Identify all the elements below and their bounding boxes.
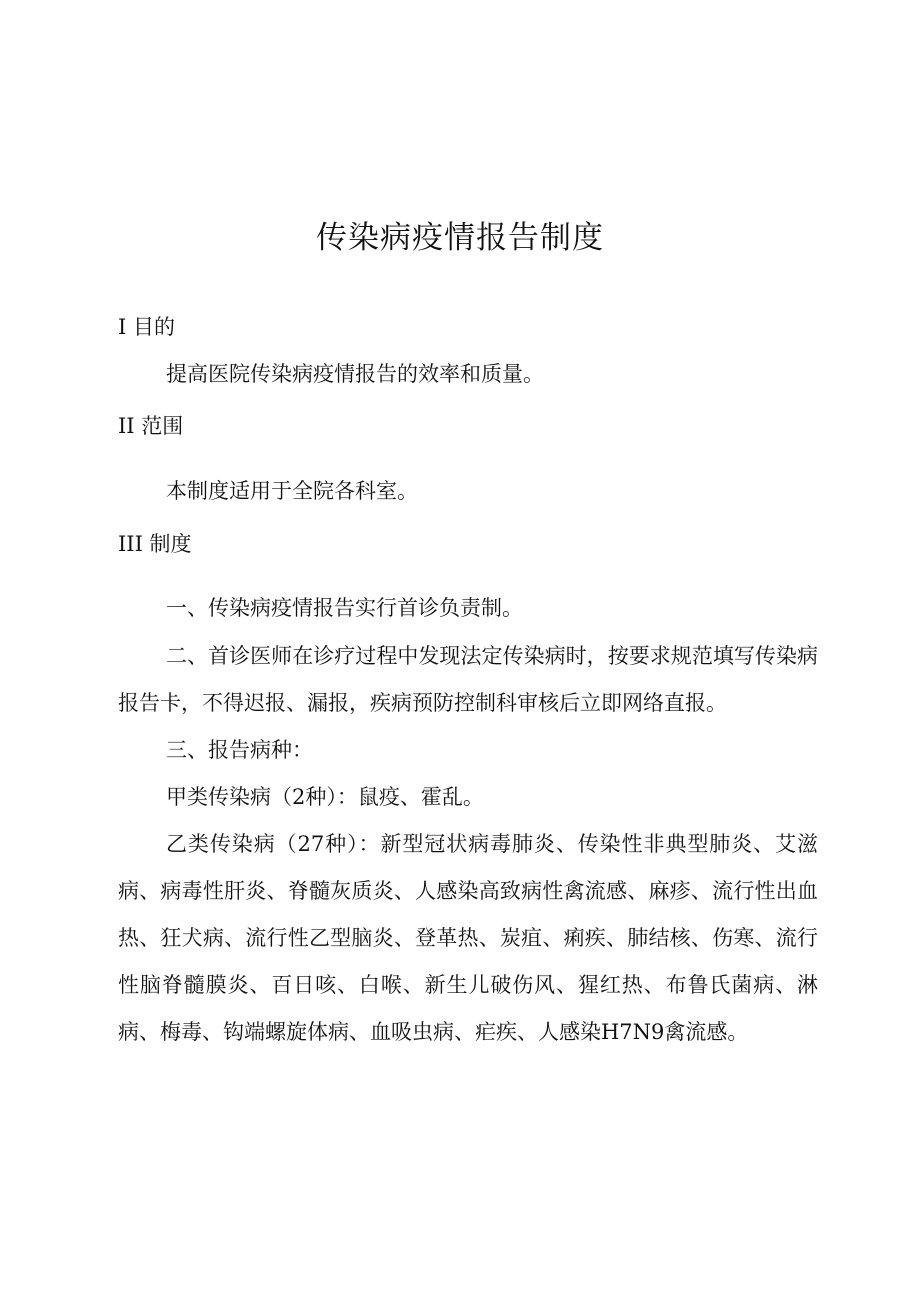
section-heading-purpose: I 目的 [118, 315, 175, 339]
class-a-diseases: 甲类传染病（2种）：鼠疫、霍乱。 [166, 785, 484, 809]
policy-item-2: 二、首诊医师在诊疗过程中发现法定传染病时，按要求规范填写传染病报告卡，不得迟报、漏报，疾病预防控制科审核后立即网络直报。 [118, 644, 818, 715]
purpose-text: 提高医院传染病疫情报告的效率和质量。 [166, 362, 544, 386]
policy-item-3: 三、报告病种： [166, 738, 313, 762]
document-title: 传染病疫情报告制度 [316, 220, 604, 256]
class-b-diseases: 乙类传染病（27种）：新型冠状病毒肺炎、传染性非典型肺炎、艾滋病、病毒性肝炎、脊髓灰质炎、人感染高致病性禽流感、麻疹、流行性出血热、狂犬病、流行性乙型脑炎、登革热、炭疽、痢疾、肺结核、伤寒、流行性脑脊髓膜炎、百日咳、白喉、新生儿破伤风、猩红热、布鲁氏菌病、淋病、梅毒、钩端螺旋体病、血吸虫病、疟疾、人感染H7N9禽流感。 [118, 832, 818, 1044]
scope-text: 本制度适用于全院各科室。 [166, 479, 418, 503]
policy-item-1: 一、传染病疫情报告实行首诊负责制。 [166, 596, 523, 620]
section-heading-policy: III 制度 [118, 532, 192, 556]
section-heading-scope: II 范围 [118, 414, 184, 438]
